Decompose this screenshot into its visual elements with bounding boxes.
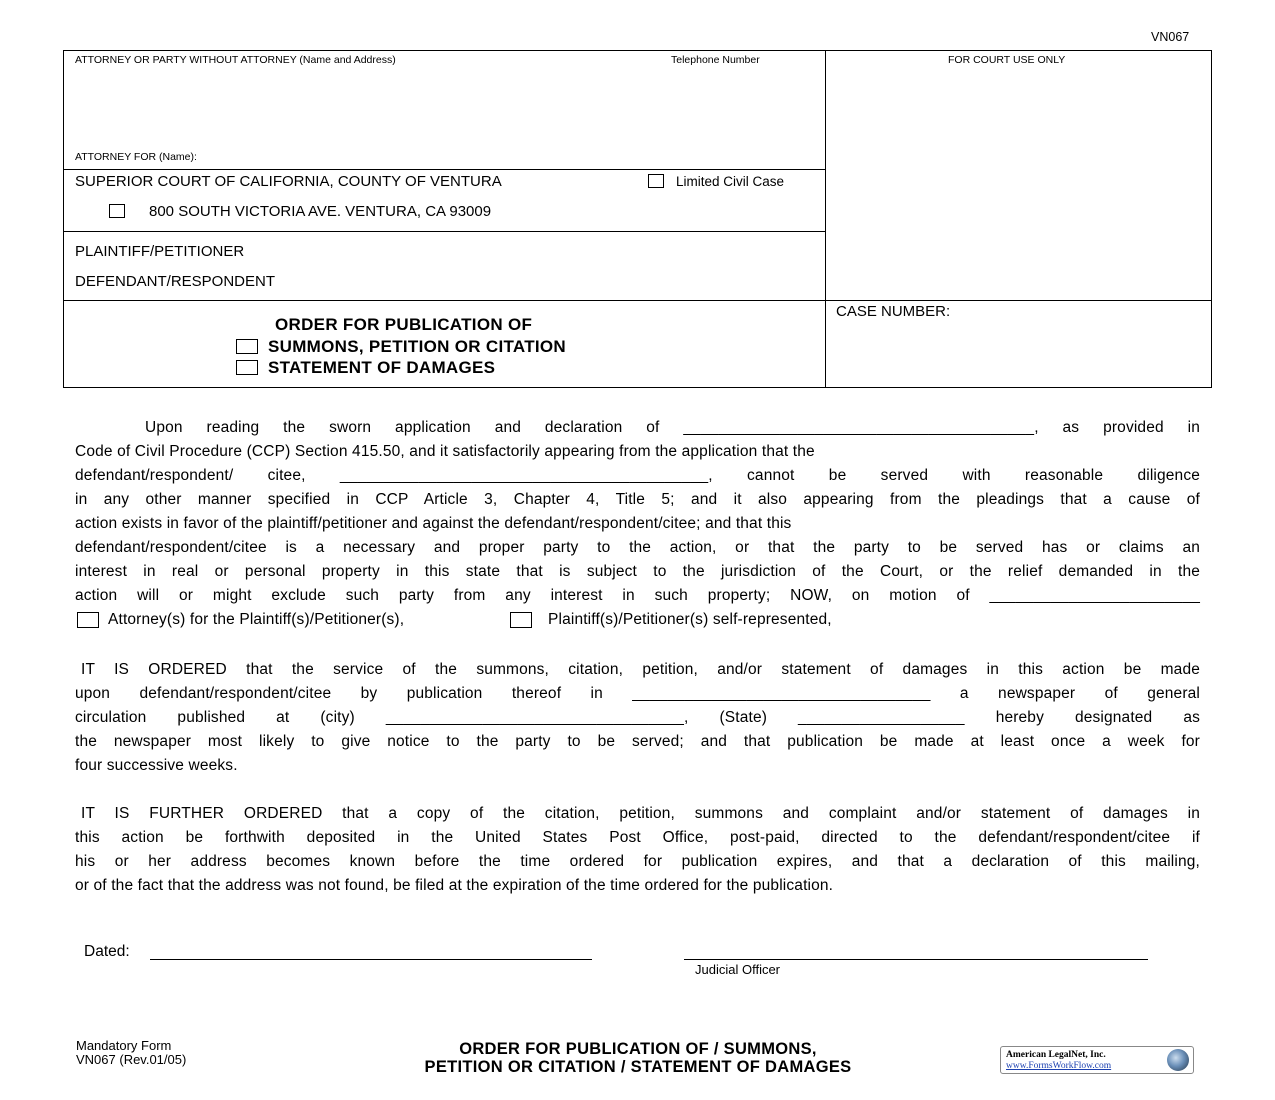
summons-option-checkbox[interactable] bbox=[236, 339, 258, 354]
paragraph-line: action will or might exclude such party from any interest in such property; NOW, on motion of ________________________ bbox=[75, 587, 1200, 604]
self-represented-label: Plaintiff(s)/Petitioner(s) self-represented, bbox=[548, 611, 832, 628]
paragraph-line: or of the fact that the address was not found, be filed at the expiration of the time ordered for the publication. bbox=[75, 877, 834, 894]
footer-title bbox=[330, 1040, 946, 1076]
logo-url[interactable]: www.FormsWorkFlow.com bbox=[1006, 1061, 1112, 1071]
globe-icon bbox=[1167, 1049, 1189, 1071]
court-name: SUPERIOR COURT OF CALIFORNIA, COUNTY OF VENTURA bbox=[75, 173, 502, 190]
logo-name: American LegalNet, Inc. bbox=[1006, 1050, 1106, 1060]
self-represented-checkbox[interactable] bbox=[510, 612, 532, 628]
limited-civil-label: Limited Civil Case bbox=[676, 174, 785, 189]
paragraph-application bbox=[75, 416, 1200, 608]
paragraph-line: in any other manner specified in CCP Article 3, Chapter 4, Title 5; and it also appearing from the pleadings that a cause of bbox=[75, 491, 1200, 508]
damages-option-checkbox[interactable] bbox=[236, 360, 258, 375]
paragraph-line: defendant/respondent/ citee, __________________________________________, cannot be served with reasonable diligence bbox=[75, 467, 1200, 484]
footer-title-line: PETITION OR CITATION / STATEMENT OF DAMAGES bbox=[424, 1058, 852, 1076]
case-number-label: CASE NUMBER: bbox=[836, 303, 951, 320]
court-use-label: FOR COURT USE ONLY bbox=[948, 54, 1066, 66]
attorney-motion-checkbox[interactable] bbox=[77, 612, 99, 628]
paragraph-further-ordered bbox=[75, 802, 1200, 898]
paragraph-line: this action be forthwith deposited in the United States Post Office, post-paid, directed to the defendant/respondent/citee if bbox=[75, 829, 1200, 846]
footer-title-line: ORDER FOR PUBLICATION OF / SUMMONS, bbox=[459, 1040, 817, 1058]
form-title: ORDER FOR PUBLICATION OF bbox=[275, 315, 533, 334]
paragraph-line: circulation published at (city) __________________________________, (State) ___________________ hereby designated as bbox=[75, 709, 1200, 726]
case-number-field[interactable] bbox=[836, 324, 1204, 382]
paragraph-line: the newspaper most likely to give notice to the party to be served; and that publication be made at least once a week for bbox=[75, 733, 1200, 750]
paragraph-ordered bbox=[75, 658, 1200, 778]
court-address-checkbox[interactable] bbox=[109, 204, 125, 218]
summons-option-label: SUMMONS, PETITION OR CITATION bbox=[268, 337, 567, 356]
dated-label: Dated: bbox=[84, 943, 130, 960]
paragraph-line: IT IS FURTHER ORDERED that a copy of the citation, petition, summons and complaint and/or statement of damages in bbox=[81, 805, 1200, 822]
form-revision: VN067 (Rev.01/05) bbox=[76, 1052, 187, 1067]
defendant-label: DEFENDANT/RESPONDENT bbox=[75, 273, 276, 290]
court-address: 800 SOUTH VICTORIA AVE. VENTURA, CA 93009 bbox=[149, 203, 492, 220]
paragraph-line: interest in real or personal property in this state that is subject to the jurisdiction of the Court, or the relief demanded in the bbox=[75, 563, 1200, 580]
paragraph-line: IT IS ORDERED that the service of the summons, citation, petition, and/or statement of damages in this action be made bbox=[81, 661, 1200, 678]
plaintiff-label: PLAINTIFF/PETITIONER bbox=[75, 243, 245, 260]
paragraph-line: Code of Civil Procedure (CCP) Section 415.50, and it satisfactorily appearing from the application that the bbox=[75, 443, 815, 460]
paragraph-line: his or her address becomes known before the time ordered for publication expires, and that a declaration of this mailing, bbox=[75, 853, 1200, 870]
damages-option-label: STATEMENT OF DAMAGES bbox=[268, 358, 496, 377]
limited-civil-checkbox[interactable] bbox=[648, 174, 664, 188]
paragraph-line: upon defendant/respondent/citee by publication thereof in __________________________________ a newspaper of general bbox=[75, 685, 1200, 702]
attorney-for-label: ATTORNEY FOR (Name): bbox=[75, 151, 197, 163]
attorney-label: ATTORNEY OR PARTY WITHOUT ATTORNEY (Name and Address) bbox=[75, 54, 396, 66]
caption-divider bbox=[825, 50, 826, 388]
paragraph-line: defendant/respondent/citee is a necessary and proper party to the action, or that the party to be served has or claims an bbox=[75, 539, 1200, 556]
attorney-motion-label: Attorney(s) for the Plaintiff(s)/Petitioner(s), bbox=[108, 611, 405, 628]
paragraph-line: four successive weeks. bbox=[75, 757, 238, 774]
paragraph-line: action exists in favor of the plaintiff/petitioner and against the defendant/respondent/citee; and that this bbox=[75, 515, 792, 532]
telephone-label: Telephone Number bbox=[671, 54, 760, 66]
mandatory-form-label: Mandatory Form bbox=[76, 1038, 172, 1053]
attorney-name-address-field[interactable] bbox=[70, 70, 818, 146]
american-legalnet-logo[interactable] bbox=[1000, 1046, 1194, 1074]
judicial-officer-signature-line[interactable] bbox=[684, 959, 1148, 960]
judicial-officer-label: Judicial Officer bbox=[695, 962, 781, 977]
dated-line[interactable] bbox=[150, 959, 592, 960]
paragraph-line: Upon reading the sworn application and declaration of ________________________________________, as provided in bbox=[145, 419, 1200, 436]
form-code: VN067 bbox=[1151, 30, 1190, 44]
